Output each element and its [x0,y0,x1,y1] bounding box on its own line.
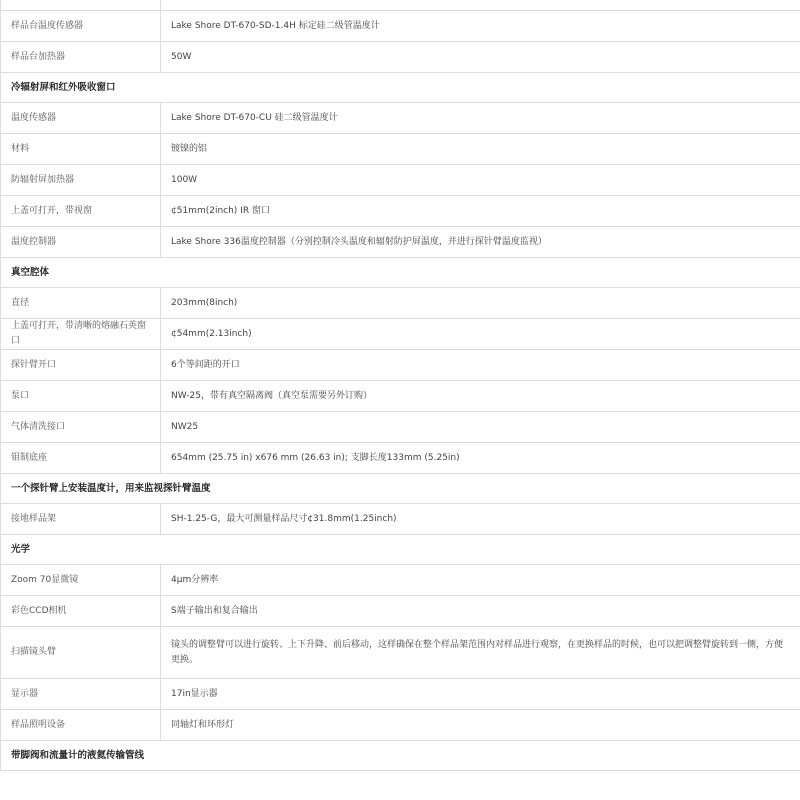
spec-key: 温度控制器 [1,227,161,258]
spec-value: NW-25，带有真空隔离阀（真空泵需要另外订购） [161,381,800,412]
spec-value: ¢51mm(2inch) IR 窗口 [161,196,800,227]
spec-key: 扫描镜头臂 [1,627,161,679]
spec-key: 接地样品架 [1,504,161,535]
spec-value: 17in显示器 [161,679,800,710]
spec-key: 样品台加热器 [1,42,161,73]
spec-value: Lake Shore 336温度控制器（分别控制冷头温度和辐射防护屏温度，并进行探针臂温度监视） [161,227,800,258]
spec-key: 样品照明设备 [1,710,161,741]
table-row [1,0,800,11]
spec-key: 泵口 [1,381,161,412]
spec-value: NW25 [161,412,800,443]
spec-key: 材料 [1,134,161,165]
table-row [1,381,800,412]
spec-key: 防辐射屏加热器 [1,165,161,196]
table-row [1,443,800,474]
spec-key [1,0,161,11]
table-row [1,319,800,350]
spec-value: 654mm (25.75 in) x676 mm (26.63 in); 支脚长度133mm (5.25in) [161,443,800,474]
spec-value [161,0,800,11]
section-header-row [1,741,800,771]
spec-key: 彩色CCD相机 [1,596,161,627]
section-title: 冷辐射屏和红外吸收窗口 [1,73,800,103]
spec-value: ¢54mm(2.13inch) [161,319,800,350]
spec-key: 温度传感器 [1,103,161,134]
spec-value: Lake Shore DT-670-CU 硅二级管温度计 [161,103,800,134]
table-row [1,679,800,710]
table-row [1,42,800,73]
table-row [1,412,800,443]
table-row [1,227,800,258]
table-row [1,710,800,741]
spec-value: SH-1.25-G，最大可测量样品尺寸¢31.8mm(1.25inch) [161,504,800,535]
spec-value: S端子输出和复合输出 [161,596,800,627]
section-title: 带脚阀和流量计的液氦传输管线 [1,741,800,771]
section-header-row [1,474,800,504]
table-row [1,11,800,42]
spec-key: 直径 [1,288,161,319]
table-row [1,103,800,134]
section-title: 一个探针臂上安装温度计，用来监视探针臂温度 [1,474,800,504]
table-row [1,565,800,596]
table-row [1,196,800,227]
table-row [1,627,800,679]
spec-value: 同轴灯和环形灯 [161,710,800,741]
spec-key: 探针臂开口 [1,350,161,381]
table-row [1,288,800,319]
spec-value: 镜头的调整臂可以进行旋转、上下升降、前后移动，这样确保在整个样品架范围内对样品进行观察，在更换样品的时候，也可以把调整臂旋转到一侧，方便更换。 [161,627,800,679]
spec-value: 100W [161,165,800,196]
spec-value: 203mm(8inch) [161,288,800,319]
table-row [1,596,800,627]
spec-value: 50W [161,42,800,73]
section-title: 真空腔体 [1,258,800,288]
section-header-row [1,258,800,288]
spec-key: 上盖可打开，带清晰的熔融石英窗口 [1,319,161,350]
spec-key: 气体清洗接口 [1,412,161,443]
spec-value: Lake Shore DT-670-SD-1.4H 标定硅二级管温度计 [161,11,800,42]
section-header-row [1,535,800,565]
spec-key: Zoom 70显微镜 [1,565,161,596]
spec-key: 上盖可打开，带视窗 [1,196,161,227]
spec-value: 4μm分辨率 [161,565,800,596]
spec-value: 镀镍的铝 [161,134,800,165]
spec-key: 钼制底座 [1,443,161,474]
table-row [1,350,800,381]
section-title: 光学 [1,535,800,565]
spec-key: 显示器 [1,679,161,710]
spec-value: 6个等间距的开口 [161,350,800,381]
table-row [1,504,800,535]
table-row [1,165,800,196]
spec-key: 样品台温度传感器 [1,11,161,42]
table-row [1,134,800,165]
section-header-row [1,73,800,103]
